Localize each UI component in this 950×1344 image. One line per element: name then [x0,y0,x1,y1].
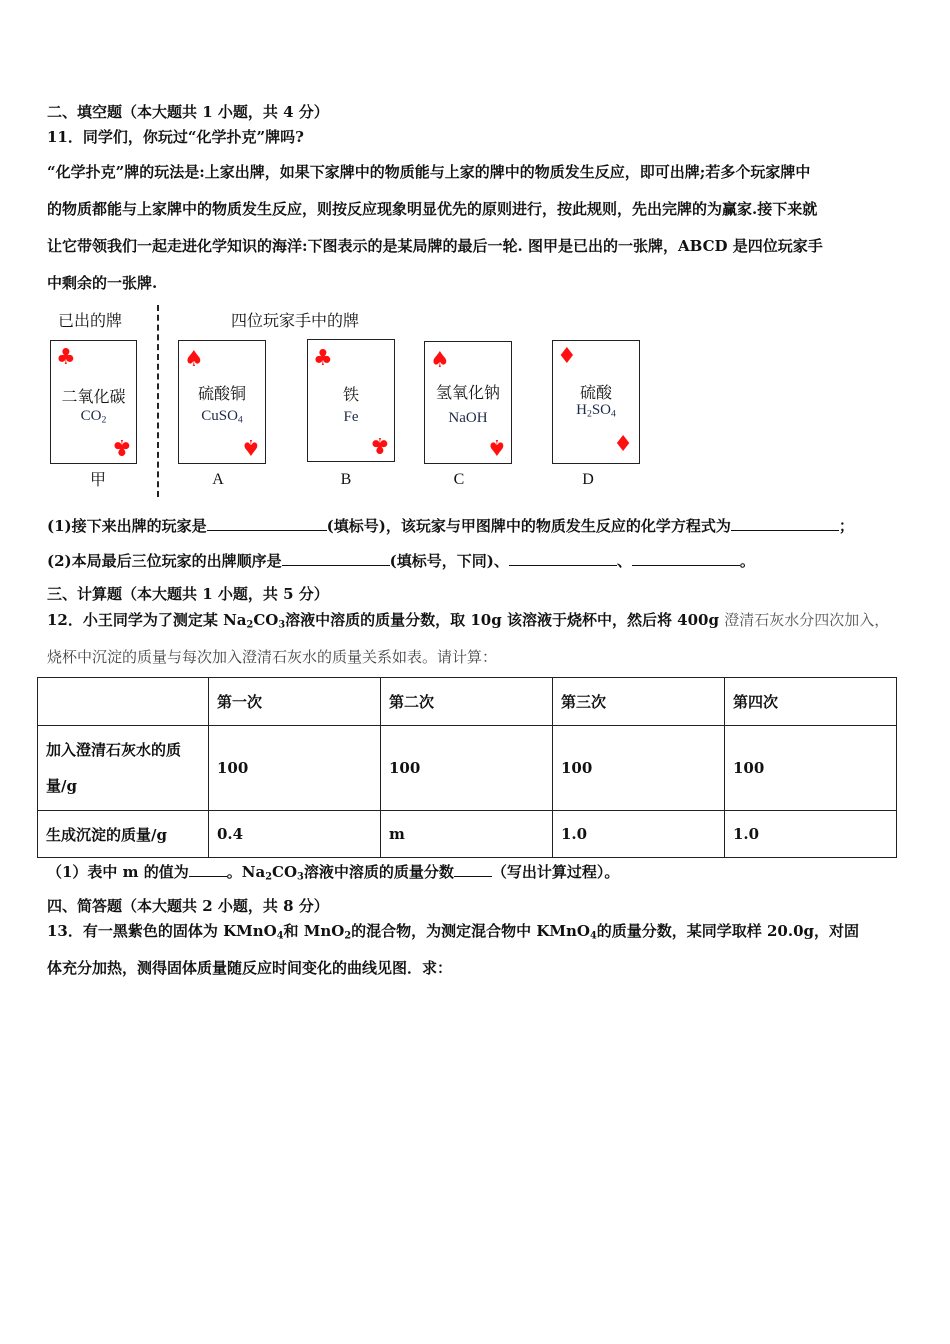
table-cell: 100 [209,726,381,811]
table-header-row [38,678,897,726]
q11-part-1: (1)接下来出牌的玩家是 (填标号)，该玩家与甲图牌中的物质发生反应的化学方程式为 ； [47,517,854,535]
q11-paragraph-line-2: 的物质都能与上家牌中的物质发生反应，则按反应现象明显优先的原则进行，按此规则，先出完牌的为赢家.接下来就 [47,200,818,218]
club-icon: ♣ [313,346,333,371]
answer-blank-2[interactable] [731,516,839,531]
q12-part-1: （1）表中 m 的值为 。$Na_2CO_3$溶液中溶质的质量分数 （写出计算过程）。 [47,863,620,883]
spade-icon: ♠ [487,434,507,459]
table-cell: 100 [725,726,897,811]
card-formula: Fe [343,409,359,425]
diamond-icon: ♦ [613,432,633,457]
table-cell: m [381,811,553,858]
card-substance-name: 二氧化碳 [61,387,126,406]
question-13-line-1: 13．有一黑紫色的固体为 KMnO$_4$和 MnO$_2$的混合物，为测定混合物中 KMnO$_4$的质量分数，某同学取样 20.0g，对固 [47,922,860,942]
q11-part-2: (2)本局最后三位玩家的出牌顺序是 (填标号，下同)、 、 。 [47,552,755,570]
table-header-cell: 第二次 [381,678,553,726]
section-heading-short-answer: 四、简答题（本大题共 2 小题，共 8 分） [47,897,329,915]
answer-blank-fraction[interactable] [454,862,492,877]
spade-icon: ♠ [241,434,261,459]
card-formula: CuSO$_4$ [201,408,243,426]
answer-blank-4[interactable] [509,551,617,566]
players-cards-label: 四位玩家手中的牌 [231,311,360,330]
card-a [178,340,266,464]
club-icon: ♣ [112,434,132,459]
card-substance-name: 硫酸铜 [197,384,246,403]
table-cell: 100 [381,726,553,811]
table-row [38,811,897,858]
diamond-icon: ♦ [557,344,577,369]
precipitate-data-table [37,677,897,858]
table-cell: 100 [553,726,725,811]
section-heading-calculation: 三、计算题（本大题共 1 小题，共 5 分） [47,585,329,603]
table-row-label: 加入澄清石灰水的质 量/g [38,726,209,811]
table-cell: 1.0 [553,811,725,858]
card-b [307,339,395,462]
card-jia [50,340,137,464]
card-label-a: A [212,471,224,488]
card-substance-name: 铁 [342,385,359,404]
played-card-label: 已出的牌 [58,311,123,330]
card-formula: $H_2SO_4$ [576,402,616,420]
card-label-b: B [340,471,352,488]
club-icon: ♣ [370,432,390,457]
card-substance-name: 氢氧化钠 [435,383,500,402]
club-icon: ♣ [56,345,76,370]
answer-blank-5[interactable] [632,551,740,566]
table-header-cell: 第一次 [209,678,381,726]
q11-paragraph-line-1: “化学扑克”牌的玩法是:上家出牌，如果下家牌中的物质能与上家的牌中的物质发生反应，即可出牌;若多个玩家牌中 [47,163,811,181]
answer-blank-1[interactable] [207,516,327,531]
card-c [424,341,512,464]
card-substance-name: 硫酸 [579,383,612,402]
q11-paragraph-line-3: 让它带领我们一起走进化学知识的海洋:下图表示的是某局牌的最后一轮. 图甲是已出的一张牌，ABCD 是四位玩家手 [47,237,823,255]
card-formula: $CO_2$ [80,408,107,426]
section-heading-fill-in: 二、填空题（本大题共 1 小题，共 4 分） [47,103,329,121]
divider-dashed-line [157,305,159,497]
card-label-d: D [582,471,594,488]
question-12-line-1: 12．小王同学为了测定某 $Na_2CO_3$溶液中溶质的质量分数，取 10g 该溶液于烧杯中，然后将 400g 澄清石灰水分四次加入， [47,611,890,631]
answer-blank-3[interactable] [282,551,390,566]
card-formula: NaOH [448,410,488,426]
question-11-title: 11．同学们，你玩过“化学扑克”牌吗? [47,128,304,146]
spade-icon: ♠ [430,348,450,373]
table-header-cell: 第四次 [725,678,897,726]
spade-icon: ♠ [184,347,204,372]
card-label-jia: 甲 [89,472,106,489]
table-row [38,726,897,811]
card-d [552,340,640,464]
question-12-line-2: 烧杯中沉淀的质量与每次加入澄清石灰水的质量关系如表。请计算： [47,648,498,666]
table-cell: 1.0 [725,811,897,858]
table-cell: 0.4 [209,811,381,858]
question-13-line-2: 体充分加热，测得固体质量随反应时间变化的曲线见图．求： [47,959,453,977]
table-header-cell [38,678,209,726]
table-header-cell: 第三次 [553,678,725,726]
table-row-label: 生成沉淀的质量/g [38,811,209,858]
card-label-c: C [453,471,465,488]
answer-blank-m[interactable] [189,862,227,877]
q11-paragraph-line-4: 中剩余的一张牌. [47,274,158,292]
